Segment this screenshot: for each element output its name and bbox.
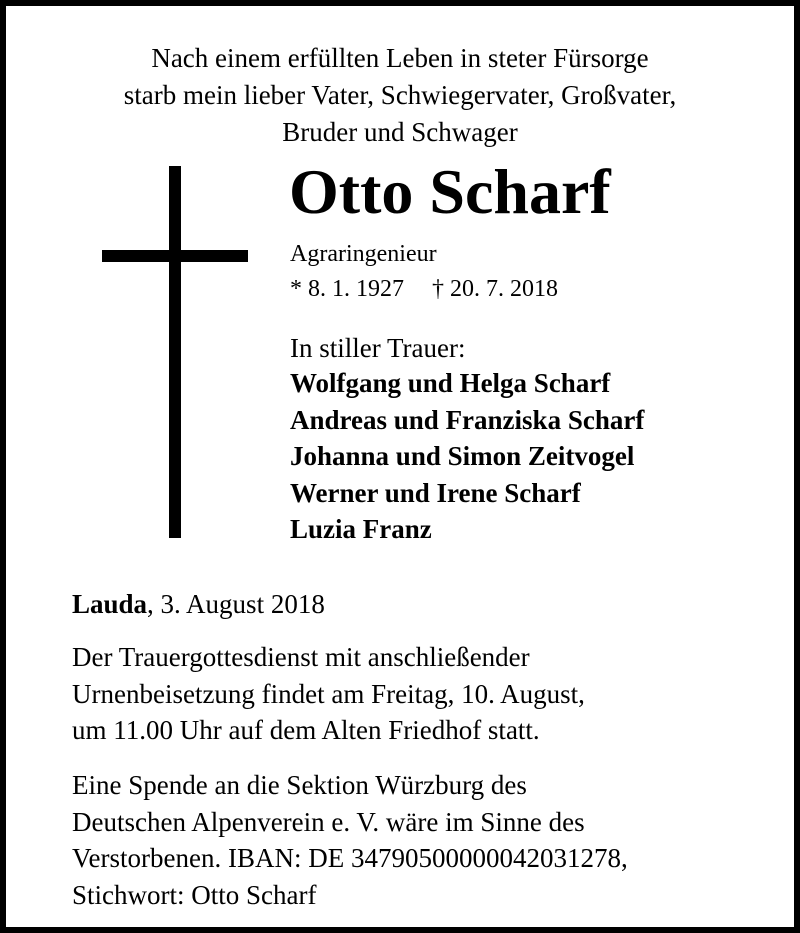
donation-line: Verstorbenen. IBAN: DE 34790500000042031278, <box>72 843 628 873</box>
mourners-list <box>290 365 644 548</box>
mourner-name: Wolfgang und Helga Scharf <box>290 368 611 398</box>
donation-info <box>72 767 628 913</box>
birth-date: * 8. 1. 1927 <box>290 276 404 302</box>
mourner-name: Werner und Irene Scharf <box>290 477 581 508</box>
service-line: Urnenbeisetzung findet am Freitag, 10. August, <box>72 678 585 709</box>
life-dates <box>290 273 558 305</box>
mourner-name: Luzia Franz <box>290 514 432 544</box>
deceased-profession: Agraringenieur <box>290 241 437 267</box>
cross-vertical-bar <box>169 166 181 538</box>
place-and-date <box>72 586 325 622</box>
mourners-intro: In stiller Trauer: <box>290 333 466 363</box>
place: Lauda <box>72 589 148 619</box>
mourner-name: Johanna und Simon Zeitvogel <box>290 441 635 471</box>
mourner-name: Andreas und Franziska Scharf <box>290 404 645 435</box>
notice-date: , 3. August 2018 <box>147 589 325 619</box>
donation-line: Deutschen Alpenverein e. V. wäre im Sinne des <box>72 806 585 837</box>
intro-text <box>6 40 794 151</box>
service-line: Der Trauergottesdienst mit anschließender <box>72 642 530 672</box>
cross-horizontal-bar <box>102 250 248 262</box>
service-info <box>72 639 585 749</box>
intro-line: Bruder und Schwager <box>282 117 518 147</box>
intro-line: Nach einem erfüllten Leben in steter Fürsorge <box>151 43 649 73</box>
intro-line: starb mein lieber Vater, Schwiegervater, Großvater, <box>123 80 677 110</box>
latin-cross-icon <box>102 166 248 538</box>
death-date: † 20. 7. 2018 <box>432 276 558 302</box>
service-line: um 11.00 Uhr auf dem Alten Friedhof statt. <box>72 715 540 745</box>
donation-line: Eine Spende an die Sektion Würzburg des <box>72 770 527 800</box>
donation-line: Stichwort: Otto Scharf <box>72 879 317 910</box>
deceased-name: Otto Scharf <box>289 156 611 227</box>
